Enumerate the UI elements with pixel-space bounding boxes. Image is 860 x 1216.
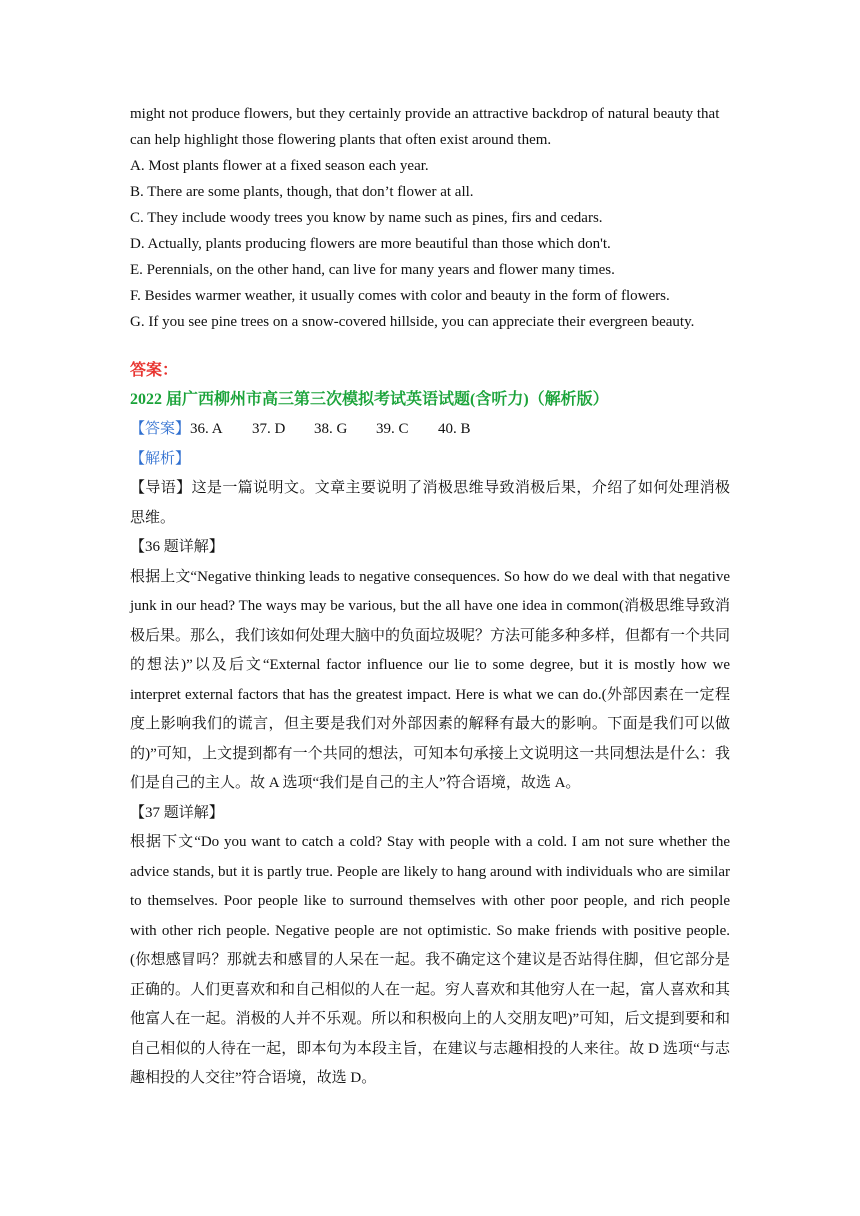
q36-explanation: 根据上文“Negative thinking leads to negative consequences. So how do we deal with that negative junk in our head? The ways may be various, but the all have one idea in common(消极思维导致消极后果。那么，我们该如何处理大脑中的负面垃圾呢？方法可能多种多样，但都有一个共同的想法)”以及后文“External factor influence our lie to some degree, but it is mostly how we interpret external factors that has the greatest impact. Here is what we can do.(外部因素在一定程度上影响我们的谎言，但主要是我们对外部因素的解释有最大的影响。下面是我们可以做的)”可知，上文提到都有一个共同的想法，可知本句承接上文说明这一共同想法是什么：我们是自己的主人。故 A 选项“我们是自己的主人”符合语境，故选 A。: [130, 568, 731, 791]
option-f: F. Besides warmer weather, it usually comes with color and beauty in the form of flowers.: [130, 288, 670, 304]
option-d: D. Actually, plants producing flowers are more beautiful than those which don't.: [130, 236, 611, 252]
answer-item: 40. B: [438, 421, 471, 437]
answer-item: 39. C: [376, 421, 409, 437]
guide-paragraph: [130, 474, 730, 533]
option-a: A. Most plants flower at a fixed season each year.: [130, 158, 429, 174]
answer-heading: 答案：: [130, 362, 179, 379]
answer-tag: 【答案】: [130, 421, 191, 437]
option-e: E. Perennials, on the other hand, can live for many years and flower many times.: [130, 262, 615, 278]
source-title: 2022 届广西柳州市高三第三次模拟考试英语试题(含听力)（解析版）: [130, 391, 609, 408]
option-c: C. They include woody trees you know by name such as pines, firs and cedars.: [130, 210, 603, 226]
guide-text: 这是一篇说明文。文章主要说明了消极思维导致消极后果，介绍了如何处理消极思维。: [130, 480, 730, 526]
q37-explanation: 根据下文“Do you want to catch a cold? Stay with people with a cold. I am not sure whether the advice stands, but it is partly true. People are likely to hang around with individuals who are similar to themselves. Poor people like to surround themselves with other poor people, and rich people with other rich people. Negative people are not optimistic. So make friends with positive people.(你想感冒吗？那就去和感冒的人呆在一起。我不确定这个建议是否站得住脚，但它部分是正确的。人们更喜欢和和自己相似的人在一起。穷人喜欢和其他穷人在一起，富人喜欢和其他富人在一起。消极的人并不乐观。所以和积极向上的人交朋友吧)”可知，后文提到要和和自己相似的人待在一起，即本句为本段主旨，在建议与志趣相投的人来往。故 D 选项“与志趣相投的人交往”符合语境，故选 D。: [130, 834, 731, 1086]
guide-tag: 【导语】: [130, 480, 192, 496]
option-b: B. There are some plants, though, that don’t flower at all.: [130, 184, 474, 200]
q36-heading: 【36 题详解】: [130, 539, 224, 555]
option-g: G. If you see pine trees on a snow-covered hillside, you can appreciate their evergreen beauty.: [130, 314, 695, 330]
analysis-tag: 【解析】: [130, 450, 191, 467]
answer-key-line: [130, 415, 730, 445]
passage-line: might not produce flowers, but they certainly provide an attractive backdrop of natural beauty that: [130, 106, 720, 122]
answer-item: 37. D: [252, 421, 286, 437]
answer-item: 38. G: [314, 421, 348, 437]
passage-line: can help highlight those flowering plants that often exist around them.: [130, 132, 552, 148]
q37-heading: 【37 题详解】: [130, 804, 224, 821]
options-list: [130, 153, 730, 335]
page-content: [130, 101, 730, 1094]
answer-item: 36. A: [190, 421, 223, 437]
